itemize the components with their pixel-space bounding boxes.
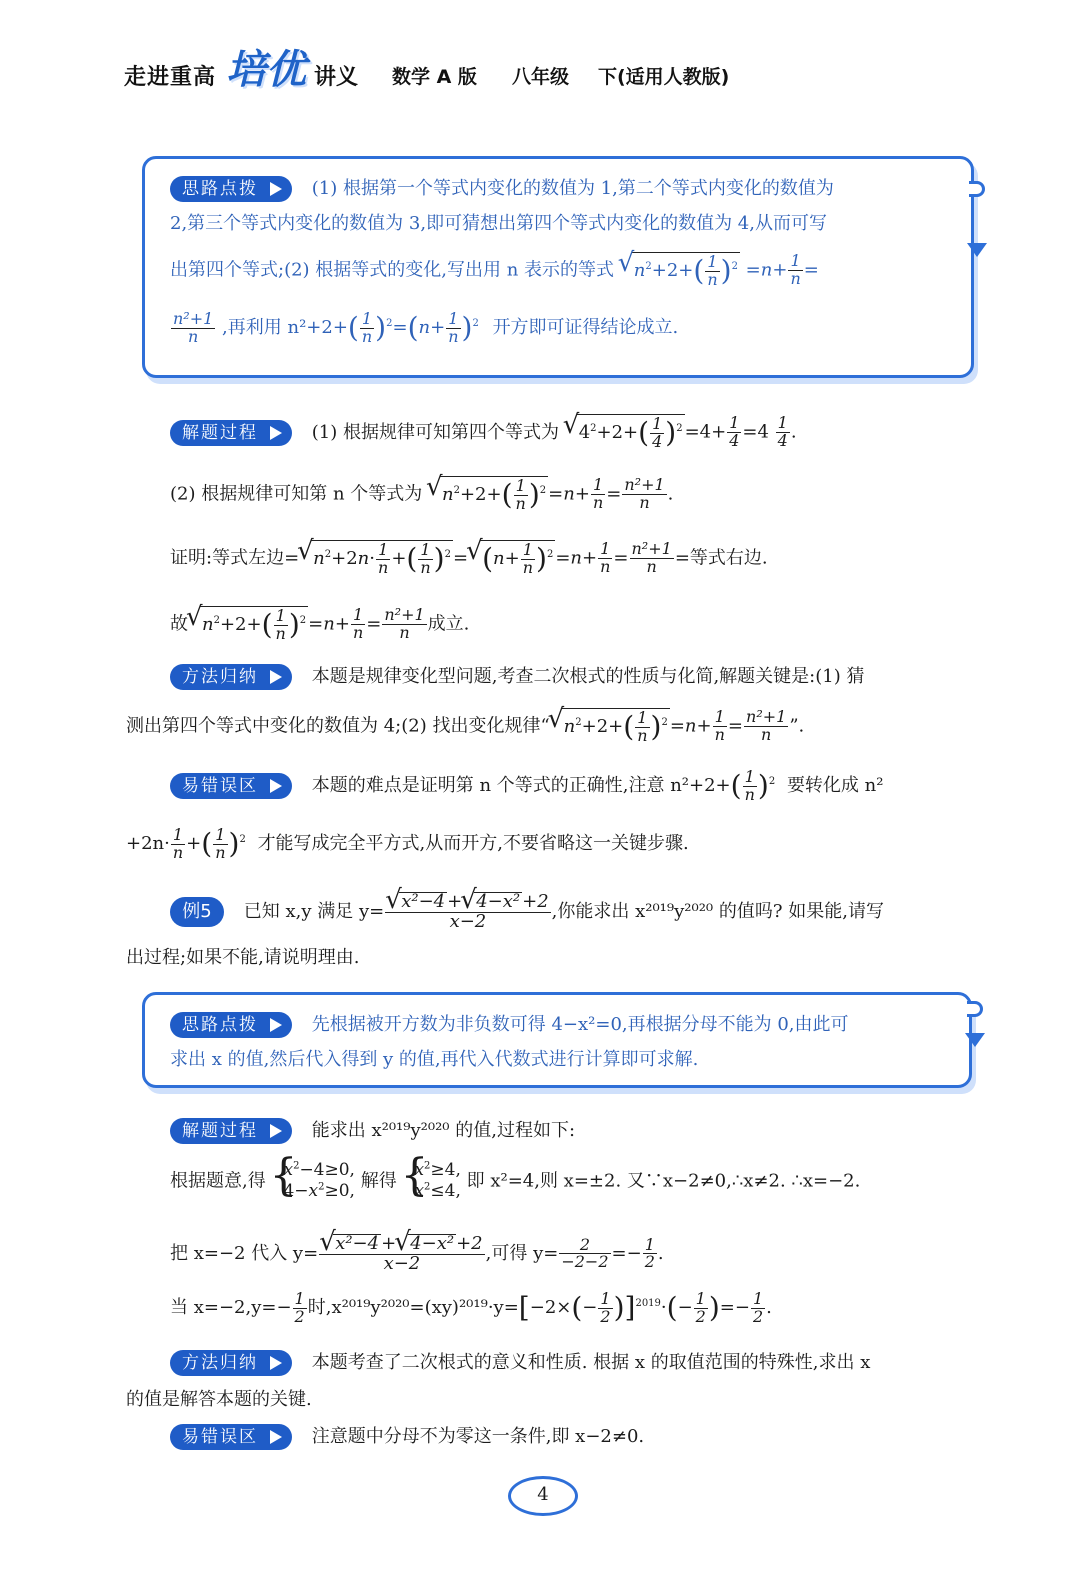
method2-line2: 的值是解答本题的关键. (126, 1389, 312, 1410)
pitfall1-line2: +2n· $\frac{1}{n}$ +( $\frac{1}{n}$ )$^2$ 才能写成完全平方式,从而开方,不要省略这一关键步骤. (126, 824, 689, 862)
example-badge: 例5 (170, 897, 224, 927)
sol1-conclusion: 故√ $n^2+2+$( $\frac{1}{n}$ )$^2$ =n+ $\frac{1}{n}$ = $\frac{\text{n²+1}}{n}$ 成立. (170, 606, 469, 643)
pitfall-badge: 易错误区 (170, 1424, 292, 1450)
solution-badge: 解题过程 (170, 420, 292, 446)
subject-label: 数学 A 版 (392, 66, 477, 88)
hook-decoration (967, 1001, 983, 1017)
example5-line2: 出过程;如果不能,请说明理由. (126, 947, 360, 968)
example5-line1: 例5 已知 x,y 满足 y= √ $\frac{\text{x²−4 +√ 4−x² +2}}{x-2}$ ,你能求出 x²⁰¹⁹y²⁰²⁰ 的值吗? 如果能,请写 (170, 892, 884, 932)
grade-label: 八年级 (512, 66, 570, 88)
tip2-line2: 求出 x 的值,然后代入得到 y 的值,再代入代数式进行计算即可求解. (170, 1049, 699, 1070)
arrow-down-icon (965, 1033, 985, 1047)
method-badge: 方法归纳 (170, 664, 292, 690)
pitfall2-line1: 易错误区 注意题中分母不为零这一条件,即 x−2≠0. (170, 1424, 644, 1450)
sol1-proof: 证明:等式左边=√ $n^2+2n\cdot$ $\frac{1}{n}$ +( $\frac{1}{n}$ )$^2$ =√ (n+ $\frac{1}{n}$ )$^2$ =n+ $\frac{1}{n}$ = $\frac{\text{n²+1}}{n}$ =等式右边. (170, 540, 768, 577)
sol1-line1: 解题过程 (1) 根据规律可知第四个等式为 √ $4^2+2+$( $\frac{1}{4}$ )$^2$ =4+ $\frac{1}{4}$ =4 $\frac{1}{4}$ . (170, 414, 797, 451)
tip-box-2 (142, 992, 972, 1088)
method1-line1: 方法归纳 本题是规律变化型问题,考查二次根式的性质与化简,解题关键是:(1) 猜 (170, 664, 864, 690)
brand-prefix: 走进重高 (124, 65, 217, 90)
pitfall1-line1: 易错误区 本题的难点是证明第 n 个等式的正确性,注意 n²+2+( $\frac{1}{n}$ )$^2$ 要转化成 n² (170, 768, 883, 804)
method1-line2: 测出第四个等式中变化的数值为 4;(2) 找出变化规律“√ $n^2+2+$( $\frac{1}{n}$ )$^2$ =n+ $\frac{1}{n}$ = $\frac{\text{n²+1}}{n}$ ”. (126, 708, 804, 745)
page-number: 4 (500, 1470, 586, 1524)
tip1-line2: 2,第三个等式内变化的数值为 3,即可猜想出第四个等式内变化的数值为 4,从而可写 (170, 213, 827, 234)
solution-badge: 解题过程 (170, 1118, 292, 1144)
tip1-line4: $\frac{\text{n²+1}}{n}$ ,再利用 n²+2+( $\frac{1}{n}$ )$^2$=(n+ $\frac{1}{n}$ )$^2$ 开方即可证得结论成立. (173, 308, 679, 346)
tips-badge: 思路点拨 (170, 1012, 292, 1038)
sol2-line1: 解题过程 能求出 x²⁰¹⁹y²⁰²⁰ 的值,过程如下: (170, 1118, 575, 1144)
pitfall-badge: 易错误区 (170, 773, 292, 799)
sol1-line2: (2) 根据规律可知第 n 个等式为 √ $n^2+2+$( $\frac{1}{n}$ )$^2$ =n+ $\frac{1}{n}$ = $\frac{\text{n²+1}}{n}$ . (170, 476, 673, 513)
arrow-down-icon (967, 243, 987, 257)
tips-badge: 思路点拨 (170, 176, 292, 202)
method2-line1: 方法归纳 本题考查了二次根式的意义和性质. 根据 x 的取值范围的特殊性,求出 x (170, 1350, 870, 1376)
tip1-line1: 思路点拨 (1) 根据第一个等式内变化的数值为 1,第二个等式内变化的数值为 (170, 176, 834, 202)
tip1-line3: 出第四个等式;(2) 根据等式的变化,写出用 n 表示的等式 √ $n^2+2+$( $\frac{1}{n}$ )$^2$ =n+ $\frac{1}{n}$ = (170, 252, 819, 289)
method-badge: 方法归纳 (170, 1350, 292, 1376)
brand-logo-text: 培优 (226, 47, 306, 93)
hook-decoration (969, 181, 985, 197)
brand-suffix: 讲义 (314, 65, 359, 90)
sol2-compute: 当 x=−2,y=− $\frac{1}{2}$ 时,x²⁰¹⁹y²⁰²⁰=(xy)²⁰¹⁹·y=[−2×(− $\frac{1}{2}$ )]$^{2019}$·(− $\frac{1}{2}$ )=− $\frac{1}{2}$ . (170, 1288, 772, 1326)
tip2-line1: 思路点拨 先根据被开方数为非负数可得 4−x²=0,再根据分母不能为 0,由此可 (170, 1012, 849, 1038)
sol2-cases: 根据题意,得 { $x^2-4\ge 0$, $4-x^2\ge 0$, 解得 { $x^2\ge 4$, $x^2\le 4$, 即 x²=4,则 x=±2. 又∵x−2≠0,∴x≠2. ∴x=−2. (170, 1160, 860, 1203)
page-header (124, 42, 1024, 102)
sol2-substitute: 把 x=−2 代入 y= √ $\frac{\text{x²−4 +√ 4−x² +2}}{x-2}$ ,可得 y= $\frac{2}{-2-2}$ =− $\frac{1}{2}$ . (170, 1234, 664, 1274)
volume-label: 下(适用人教版) (598, 66, 730, 88)
